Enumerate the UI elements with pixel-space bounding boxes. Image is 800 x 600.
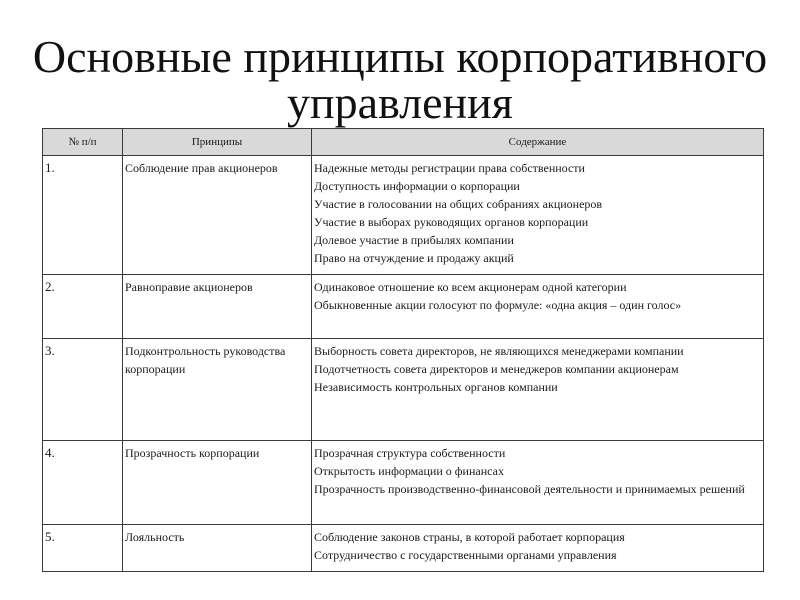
row-number-cell: 5.: [43, 525, 123, 572]
table-row: [43, 525, 764, 572]
content-cell: [312, 441, 764, 525]
row-number-cell: 2.: [43, 275, 123, 339]
content-cell: [312, 339, 764, 441]
row-number-cell: 1.: [43, 156, 123, 275]
content-line: Выборность совета директоров, не являющихся менеджерами компании: [314, 344, 684, 358]
content-line: Доступность информации о корпорации: [314, 179, 520, 193]
principles-table: [42, 128, 764, 572]
slide-title: [0, 31, 800, 128]
content-line: Участие в голосовании на общих собраниях акционеров: [314, 197, 603, 211]
principle-cell: Прозрачность корпорации: [123, 441, 312, 525]
table-row: [43, 441, 764, 525]
table-header: [43, 129, 764, 156]
content-cell: [312, 156, 764, 275]
content-line: Открытость информации о финансах: [314, 464, 504, 478]
content-line: Участие в выборах руководящих органов корпорации: [314, 215, 589, 229]
content-line: Независимость контрольных органов компании: [314, 380, 558, 394]
slide-title-line-1: Основные принципы корпоративного: [32, 31, 768, 82]
table-header-row: [43, 129, 764, 156]
content-cell: [312, 525, 764, 572]
table-row: [43, 156, 764, 275]
principle-cell: Соблюдение прав акционеров: [123, 156, 312, 275]
principle-cell: Равноправие акционеров: [123, 275, 312, 339]
content-line: Соблюдение законов страны, в которой работает корпорация: [314, 530, 625, 544]
content-line: Прозрачность производственно-финансовой деятельности и принимаемых решений: [314, 482, 745, 496]
content-cell: [312, 275, 764, 339]
content-line: Сотрудничество с государственными органами управления: [314, 548, 617, 562]
content-line: Право на отчуждение и продажу акций: [314, 251, 514, 265]
column-header-number: № п/п: [43, 129, 123, 156]
content-line: Надежные методы регистрации права собственности: [314, 161, 585, 175]
content-line: Одинаковое отношение ко всем акционерам одной категории: [314, 280, 627, 294]
principle-cell: Подконтрольность руководства корпорации: [123, 339, 312, 441]
row-number-cell: 4.: [43, 441, 123, 525]
content-line: Подотчетность совета директоров и менеджеров компании акционерам: [314, 362, 679, 376]
content-line: Долевое участие в прибылях компании: [314, 233, 514, 247]
table-body: [43, 156, 764, 572]
content-line: Прозрачная структура собственности: [314, 446, 506, 460]
slide-title-line-2: управления: [287, 77, 513, 128]
table-row: [43, 339, 764, 441]
content-line: Обыкновенные акции голосуют по формуле: «одна акция – один голос»: [314, 298, 682, 312]
table-row: [43, 275, 764, 339]
column-header-principles: Принципы: [123, 129, 312, 156]
column-header-content: Содержание: [312, 129, 764, 156]
principle-cell: Лояльность: [123, 525, 312, 572]
row-number-cell: 3.: [43, 339, 123, 441]
